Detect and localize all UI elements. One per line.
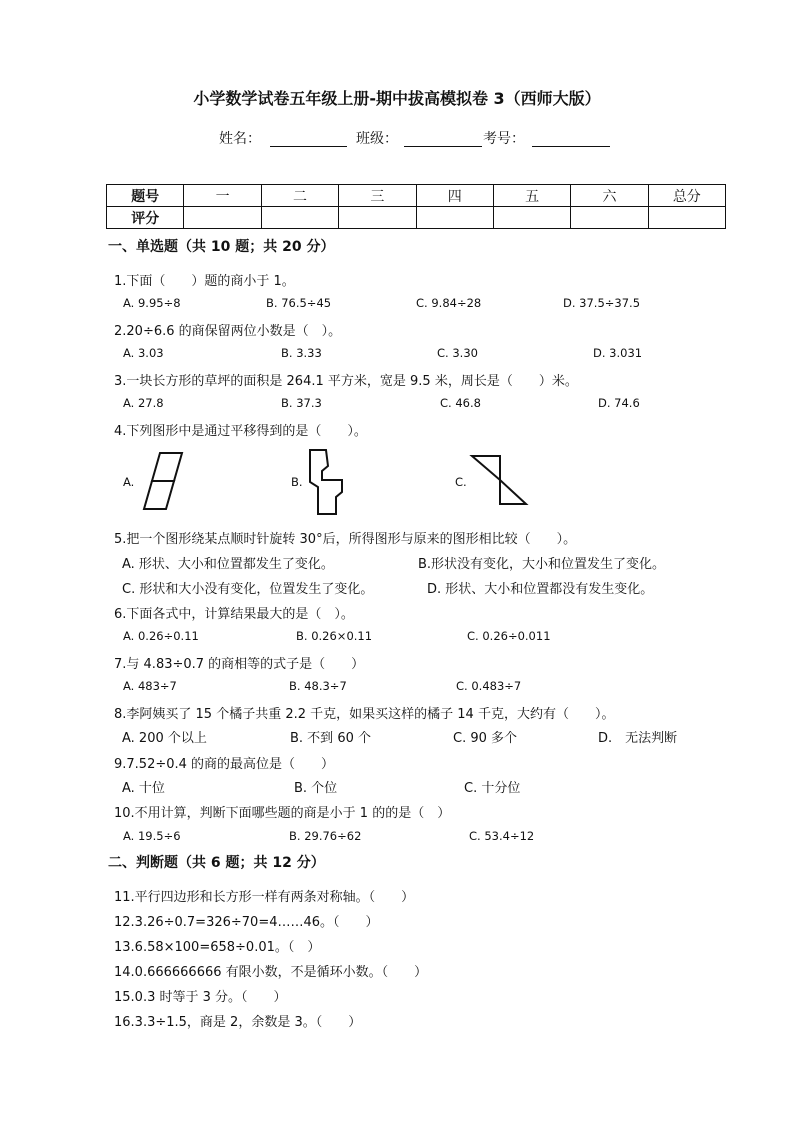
- question-text: 6.下面各式中，计算结果最大的是（ ）。: [114, 607, 354, 622]
- option-c[interactable]: C. 3.30: [437, 346, 478, 360]
- option-a[interactable]: A. 200 个以上: [122, 731, 207, 746]
- question-text: 9.7.52÷0.4 的商的最高位是（ ）: [114, 757, 335, 772]
- judge-question: 15.0.3 时等于 3 分。（ ）: [114, 990, 287, 1005]
- figure-a-parallelograms-icon: [138, 450, 188, 512]
- option-c[interactable]: C. 十分位: [464, 781, 521, 796]
- option-b[interactable]: B. 76.5÷45: [266, 296, 332, 310]
- option-c[interactable]: C. 53.4÷12: [469, 829, 535, 843]
- number-label: 考号：: [483, 131, 525, 147]
- section-heading: 一、单选题（共 10 题；共 20 分）: [108, 239, 335, 255]
- number-blank[interactable]: [532, 146, 610, 147]
- option-c[interactable]: C. 46.8: [440, 396, 481, 410]
- option-a[interactable]: A. 3.03: [123, 346, 164, 360]
- score-table-cell: 二: [261, 185, 338, 207]
- option-c[interactable]: C. 0.483÷7: [456, 679, 522, 693]
- option-a[interactable]: A. 0.26÷0.11: [123, 629, 199, 643]
- option-b[interactable]: B. 37.3: [281, 396, 322, 410]
- option-b[interactable]: B.: [291, 475, 303, 489]
- figure-c-triangles-icon: [468, 452, 532, 508]
- option-a[interactable]: A. 19.5÷6: [123, 829, 181, 843]
- question-text: 3.一块长方形的草坪的面积是 264.1 平方米，宽是 9.5 米，周长是（ ）米。: [114, 374, 578, 389]
- score-input-cell[interactable]: [416, 207, 493, 229]
- question-text: 4.下列图形中是通过平移得到的是（ ）。: [114, 424, 367, 439]
- score-table-cell: 题号: [107, 185, 184, 207]
- question-text: 5.把一个图形绕某点顺时针旋转 30°后，所得图形与原来的图形相比较（ ）。: [114, 532, 577, 547]
- score-table-cell: 评分: [107, 207, 184, 229]
- score-table-cell: 六: [571, 185, 648, 207]
- question-text: 7.与 4.83÷0.7 的商相等的式子是（ ）: [114, 657, 365, 672]
- page-title: 小学数学试卷五年级上册-期中拔高模拟卷 3（西师大版）: [193, 89, 601, 108]
- option-c[interactable]: C. 0.26÷0.011: [467, 629, 551, 643]
- option-a[interactable]: A. 483÷7: [123, 679, 177, 693]
- option-b[interactable]: B. 个位: [294, 781, 338, 796]
- option-b[interactable]: B. 48.3÷7: [289, 679, 347, 693]
- judge-question: 14.0.666666666 有限小数，不是循环小数。（ ）: [114, 965, 428, 980]
- option-a[interactable]: A. 9.95÷8: [123, 296, 181, 310]
- option-b[interactable]: B.形状没有变化，大小和位置发生了变化。: [418, 557, 666, 572]
- option-a[interactable]: A.: [123, 475, 135, 489]
- option-c[interactable]: C. 形状和大小没有变化，位置发生了变化。: [122, 582, 374, 597]
- score-table-cell: 五: [493, 185, 570, 207]
- judge-question: 16.3.3÷1.5，商是 2，余数是 3。（ ）: [114, 1015, 362, 1030]
- score-input-cell[interactable]: [184, 207, 261, 229]
- class-label: 班级：: [356, 131, 398, 147]
- name-blank[interactable]: [270, 146, 347, 147]
- score-input-cell[interactable]: [648, 207, 725, 229]
- question-text: 10.不用计算，判断下面哪些题的商是小于 1 的的是（ ）: [114, 806, 451, 821]
- judge-question: 12.3.26÷0.7=326÷70=4……46。（ ）: [114, 915, 379, 930]
- question-text: 8.李阿姨买了 15 个橘子共重 2.2 千克，如果买这样的橘子 14 千克，大约有（ ）。: [114, 707, 615, 722]
- option-d[interactable]: D. 3.031: [593, 346, 643, 360]
- judge-question: 11.平行四边形和长方形一样有两条对称轴。（ ）: [114, 890, 415, 905]
- option-b[interactable]: B. 不到 60 个: [290, 731, 371, 746]
- score-table-score-row: [107, 207, 726, 229]
- question-text: 1.下面（ ）题的商小于 1。: [114, 274, 295, 289]
- score-input-cell[interactable]: [493, 207, 570, 229]
- option-d[interactable]: D. 形状、大小和位置都没有发生变化。: [427, 582, 654, 597]
- score-input-cell[interactable]: [261, 207, 338, 229]
- option-a[interactable]: A. 27.8: [123, 396, 164, 410]
- score-input-cell[interactable]: [571, 207, 648, 229]
- option-a[interactable]: A. 形状、大小和位置都发生了变化。: [122, 557, 334, 572]
- name-label: 姓名：: [219, 131, 261, 147]
- option-c[interactable]: C.: [455, 475, 467, 489]
- option-b[interactable]: B. 29.76÷62: [289, 829, 362, 843]
- option-d[interactable]: D. 37.5÷37.5: [563, 296, 641, 310]
- score-table-header-row: [107, 185, 726, 207]
- option-b[interactable]: B. 0.26×0.11: [296, 629, 373, 643]
- option-c[interactable]: C. 9.84÷28: [416, 296, 482, 310]
- option-a[interactable]: A. 十位: [122, 781, 165, 796]
- score-table-cell: 四: [416, 185, 493, 207]
- option-c[interactable]: C. 90 多个: [453, 731, 518, 746]
- option-d[interactable]: D. 无法判断: [598, 731, 678, 746]
- judge-question: 13.6.58×100=658÷0.01。（ ）: [114, 940, 321, 955]
- section-heading: 二、判断题（共 6 题；共 12 分）: [108, 855, 325, 871]
- score-table: [106, 184, 726, 229]
- question-text: 2.20÷6.6 的商保留两位小数是（ ）。: [114, 324, 342, 339]
- class-blank[interactable]: [404, 146, 482, 147]
- score-input-cell[interactable]: [339, 207, 416, 229]
- option-b[interactable]: B. 3.33: [281, 346, 322, 360]
- figure-b-zigzag-shape-icon: [305, 447, 350, 517]
- score-table-cell: 总分: [648, 185, 725, 207]
- score-table-cell: 三: [339, 185, 416, 207]
- option-d[interactable]: D. 74.6: [598, 396, 640, 410]
- score-table-cell: 一: [184, 185, 261, 207]
